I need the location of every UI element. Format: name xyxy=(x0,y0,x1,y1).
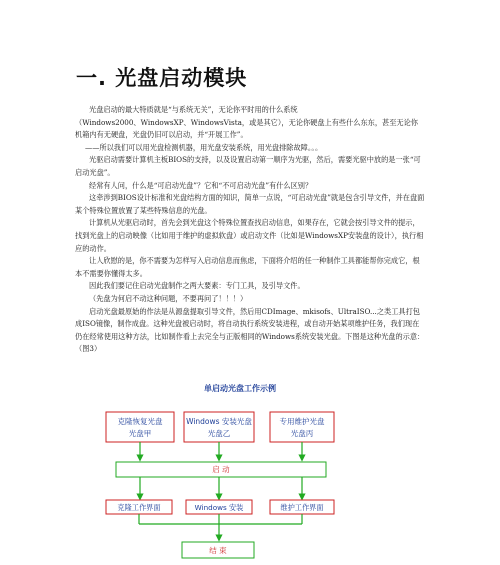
paragraph: 让人欣慰的是，你不需要为怎样写入启动信息而焦虑，下面将介绍的任一种制作工具都能帮你完成它，根本不需要你懂得太多。 xyxy=(75,256,420,278)
end-label: 结 束 xyxy=(209,546,227,555)
paragraph: 启动光盘最原始的作法是从源盘提取引导文件，然后用CDImage、mkisofs、UltraISO...之类工具打包成ISO镜像，制作成盘。这种光盘被启动时，将自动执行系统安装进程，或自动开始某项维护任务，我们现在仍在经常使用这种方法，比如制作看上去完全与正版相同的Windows系统安装光盘。下图是这种光盘的示意：（图3） xyxy=(75,306,425,354)
paragraph: 光驱启动需要计算机主板BIOS的支持，以及设置启动第一顺序为光驱，然后，需要光驱中放的是一张“可启动光盘”。 xyxy=(75,155,421,177)
paragraph: 因此我们要记住启动光盘制作之两大要素：专门工具，及引导文件。 xyxy=(89,281,305,291)
paragraph: 光盘启动的最大特质就是“与系统无关”，无论你平时用的什么系统 xyxy=(89,105,298,114)
paragraph: （Windows2000、WindowsXP、WindowsVista，或是其它），无论你硬盘上有些什么东东，甚至无论你机箱内有无硬盘，光盘仍旧可以启动，并“开展工作”。 xyxy=(75,117,418,140)
disc-label-line1: 专用维护光盘 xyxy=(279,417,325,426)
disc-label-line1: Windows 安装光盘 xyxy=(186,417,252,426)
paragraph: （先盘为何启不动这种问题，不要再问了！！！） xyxy=(89,293,248,303)
paragraph: 这牵涉到BIOS设计标准和光盘结构方面的知识，简单一点说，“可启动光盘”就是包含引导文件，并在盘面某个特殊位置放置了某些特殊信息的光盘。 xyxy=(75,193,425,215)
disc-box xyxy=(270,412,334,442)
task-label: 维护工作界面 xyxy=(280,503,324,512)
disc-label-line2: 光盘甲 xyxy=(128,429,152,438)
task-label: 克隆工作界面 xyxy=(117,503,161,512)
disc-label-line2: 光盘丙 xyxy=(290,429,314,438)
disc-label-line1: 克隆恢复光盘 xyxy=(117,417,163,426)
section-heading: 一. 光盘启动模块 xyxy=(76,66,248,90)
paragraph: ——所以我们可以用光盘检测机器，用光盘安装系统，用光盘排除故障。。。 xyxy=(85,142,323,152)
disc-box xyxy=(184,412,254,442)
boot-label: 启 动 xyxy=(212,465,230,474)
disc-label-line2: 光盘乙 xyxy=(207,429,231,438)
diagram-title: 单启动光盘工作示例 xyxy=(204,384,276,393)
disc-box xyxy=(106,412,174,442)
paragraph: 计算机从光驱启动时，首先会到光盘这个特殊位置查找启动信息，如果存在，它就会按引导文件的提示，找到光盘上的启动映像（比如用于维护的虚拟软盘）或启动文件（比如是WindowsXP安装盘的设计），执行相应的动作。 xyxy=(75,218,424,253)
paragraph: 经常有人问，什么是“可启动光盘”？它和“不可启动光盘”有什么区别？ xyxy=(89,180,313,190)
task-label: Windows 安装 xyxy=(194,503,244,512)
